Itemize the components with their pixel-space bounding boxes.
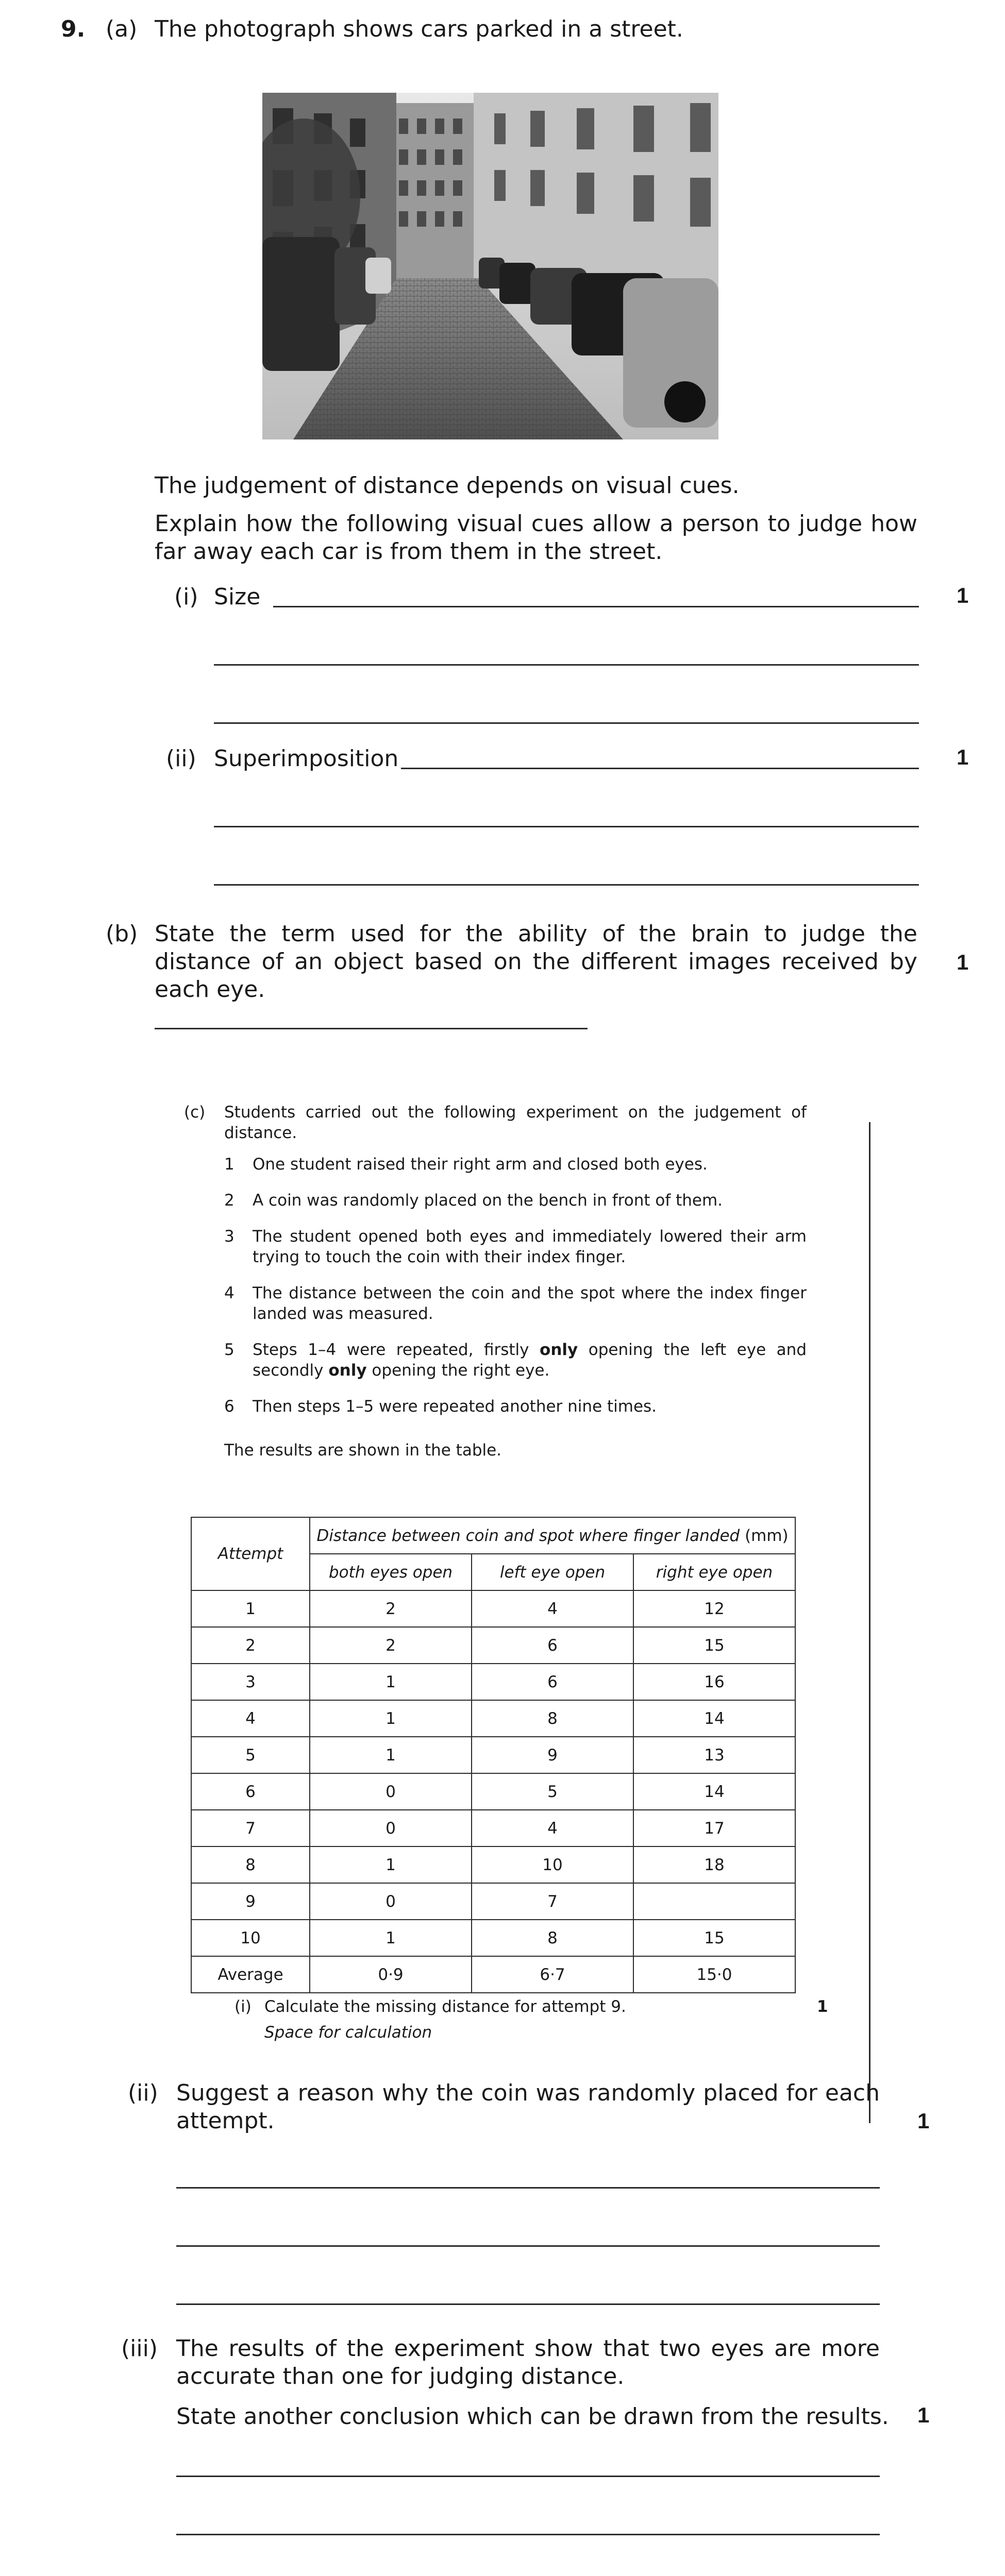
table-cell: 2 xyxy=(310,1627,472,1664)
part-c-i-label: (i) xyxy=(234,1997,252,2016)
answer-line[interactable] xyxy=(214,722,919,724)
table-cell: 1 xyxy=(310,1920,472,1956)
table-cell: 5 xyxy=(472,1773,633,1810)
answer-line[interactable] xyxy=(214,664,919,666)
step-number: 5 xyxy=(224,1341,234,1359)
step-text: Then steps 1–5 were repeated another nine times. xyxy=(253,1397,657,1416)
table-row xyxy=(191,1956,795,1993)
part-a-ii-label: (ii) xyxy=(166,745,196,772)
table-row xyxy=(191,1810,795,1846)
table-cell: 0 xyxy=(310,1773,472,1810)
step-text: Steps 1–4 were repeated, firstly only opening the left eye and secondly only opening the right eye. xyxy=(253,1341,807,1380)
table-header-attempt: Attempt xyxy=(191,1517,310,1590)
table-cell: 4 xyxy=(472,1590,633,1627)
results-table xyxy=(191,1517,796,1993)
table-cell: 6 xyxy=(472,1627,633,1664)
table-row xyxy=(191,1883,795,1920)
table-cell: 12 xyxy=(633,1590,795,1627)
table-cell: 6·7 xyxy=(472,1956,633,1993)
table-cell: 1 xyxy=(191,1590,310,1627)
answer-line[interactable] xyxy=(401,768,919,769)
part-a-label: (a) xyxy=(106,16,138,42)
table-cell: 0 xyxy=(310,1810,472,1846)
table-row xyxy=(191,1590,795,1627)
table-row xyxy=(191,1627,795,1664)
mark-c-i: 1 xyxy=(817,1997,828,2016)
part-a-ii-text: Superimposition xyxy=(214,745,399,772)
table-cell: 14 xyxy=(633,1773,795,1810)
part-b-label: (b) xyxy=(106,921,138,947)
missing-value-cell[interactable] xyxy=(633,1883,795,1920)
step-text: One student raised their right arm and closed both eyes. xyxy=(253,1155,708,1174)
step-number: 1 xyxy=(224,1155,234,1174)
table-cell: 3 xyxy=(191,1664,310,1700)
table-cell: 17 xyxy=(633,1810,795,1846)
part-b-text: State the term used for the ability of the brain to judge the distance of an object based on the different images received by each eye. xyxy=(155,921,917,1003)
table-cell: 2 xyxy=(191,1627,310,1664)
table-cell: 2 xyxy=(310,1590,472,1627)
results-intro: The results are shown in the table. xyxy=(224,1441,502,1460)
table-cell: 7 xyxy=(191,1810,310,1846)
mark-c-iii: 1 xyxy=(917,2403,930,2427)
table-cell: 4 xyxy=(191,1700,310,1737)
table-cell: 5 xyxy=(191,1737,310,1773)
table-row xyxy=(191,1700,795,1737)
part-c-ii-text: Suggest a reason why the coin was randomly placed for each attempt. xyxy=(176,2080,880,2134)
part-c-intro: Students carried out the following experiment on the judgement of distance. xyxy=(224,1103,807,1142)
part-a-instruction: Explain how the following visual cues allow a person to judge how far away each car is from them in the street. xyxy=(155,511,917,565)
mark-a-ii: 1 xyxy=(957,745,969,769)
table-cell: 8 xyxy=(472,1700,633,1737)
table-col-header: left eye open xyxy=(472,1554,633,1590)
step-number: 4 xyxy=(224,1284,234,1302)
question-number: 9. xyxy=(61,16,86,42)
table-cell: 0·9 xyxy=(310,1956,472,1993)
table-cell: 8 xyxy=(191,1846,310,1883)
answer-line[interactable] xyxy=(176,2245,880,2247)
answer-line[interactable] xyxy=(176,2187,880,2189)
table-row xyxy=(191,1737,795,1773)
answer-line[interactable] xyxy=(176,2476,880,2477)
step-text: The student opened both eyes and immediately lowered their arm trying to touch the coin with their index finger. xyxy=(253,1227,807,1266)
table-cell: 8 xyxy=(472,1920,633,1956)
table-cell: 1 xyxy=(310,1700,472,1737)
table-cell: 9 xyxy=(191,1883,310,1920)
step-number: 3 xyxy=(224,1227,234,1246)
table-row xyxy=(191,1773,795,1810)
table-cell: 10 xyxy=(472,1846,633,1883)
table-cell: 9 xyxy=(472,1737,633,1773)
part-c-label: (c) xyxy=(184,1103,206,1122)
mark-c-ii: 1 xyxy=(917,2109,930,2133)
table-cell: 6 xyxy=(472,1664,633,1700)
mark-b: 1 xyxy=(957,950,969,974)
table-cell: 1 xyxy=(310,1737,472,1773)
table-row xyxy=(191,1846,795,1883)
table-col-header: both eyes open xyxy=(310,1554,472,1590)
answer-line[interactable] xyxy=(155,1028,588,1029)
answer-line[interactable] xyxy=(176,2534,880,2535)
answer-line[interactable] xyxy=(214,826,919,827)
part-c-iii-text: The results of the experiment show that two eyes are more accurate than one for judging distance. xyxy=(176,2335,880,2389)
table-cell: 4 xyxy=(472,1810,633,1846)
step-text: A coin was randomly placed on the bench in front of them. xyxy=(253,1191,723,1210)
part-a-i-label: (i) xyxy=(174,584,198,610)
step-number: 2 xyxy=(224,1191,234,1210)
table-cell: 0 xyxy=(310,1883,472,1920)
cue-sentence: The judgement of distance depends on visual cues. xyxy=(155,472,740,499)
table-cell: 14 xyxy=(633,1700,795,1737)
table-col-header: right eye open xyxy=(633,1554,795,1590)
table-cell: 15·0 xyxy=(633,1956,795,1993)
part-c-iii-text2: State another conclusion which can be drawn from the results. xyxy=(176,2403,889,2430)
answer-line[interactable] xyxy=(273,606,919,607)
step-number: 6 xyxy=(224,1397,234,1416)
table-cell: 6 xyxy=(191,1773,310,1810)
table-cell: 15 xyxy=(633,1627,795,1664)
table-group-header: Distance between coin and spot where finger landed (mm) xyxy=(310,1517,795,1554)
step-text: The distance between the coin and the spot where the index finger landed was measured. xyxy=(253,1284,807,1323)
table-cell: 13 xyxy=(633,1737,795,1773)
part-a-i-text: Size xyxy=(214,584,261,610)
answer-line[interactable] xyxy=(176,2303,880,2305)
mark-a-i: 1 xyxy=(957,583,969,607)
answer-line[interactable] xyxy=(214,884,919,886)
table-cell: 1 xyxy=(310,1846,472,1883)
table-cell: Average xyxy=(191,1956,310,1993)
table-cell: 1 xyxy=(310,1664,472,1700)
table-cell: 16 xyxy=(633,1664,795,1700)
table-cell: 15 xyxy=(633,1920,795,1956)
table-cell: 18 xyxy=(633,1846,795,1883)
part-a-intro: The photograph shows cars parked in a street. xyxy=(155,16,683,42)
table-row xyxy=(191,1920,795,1956)
table-cell: 10 xyxy=(191,1920,310,1956)
street-photo xyxy=(262,93,718,439)
part-c-ii-label: (ii) xyxy=(128,2080,158,2106)
calculation-space-label: Space for calculation xyxy=(264,2023,432,2042)
table-row xyxy=(191,1664,795,1700)
part-c-i-text: Calculate the missing distance for attempt 9. xyxy=(264,1997,626,2016)
table-cell: 7 xyxy=(472,1883,633,1920)
part-c-iii-label: (iii) xyxy=(121,2335,158,2362)
margin-rule xyxy=(869,1122,870,2123)
